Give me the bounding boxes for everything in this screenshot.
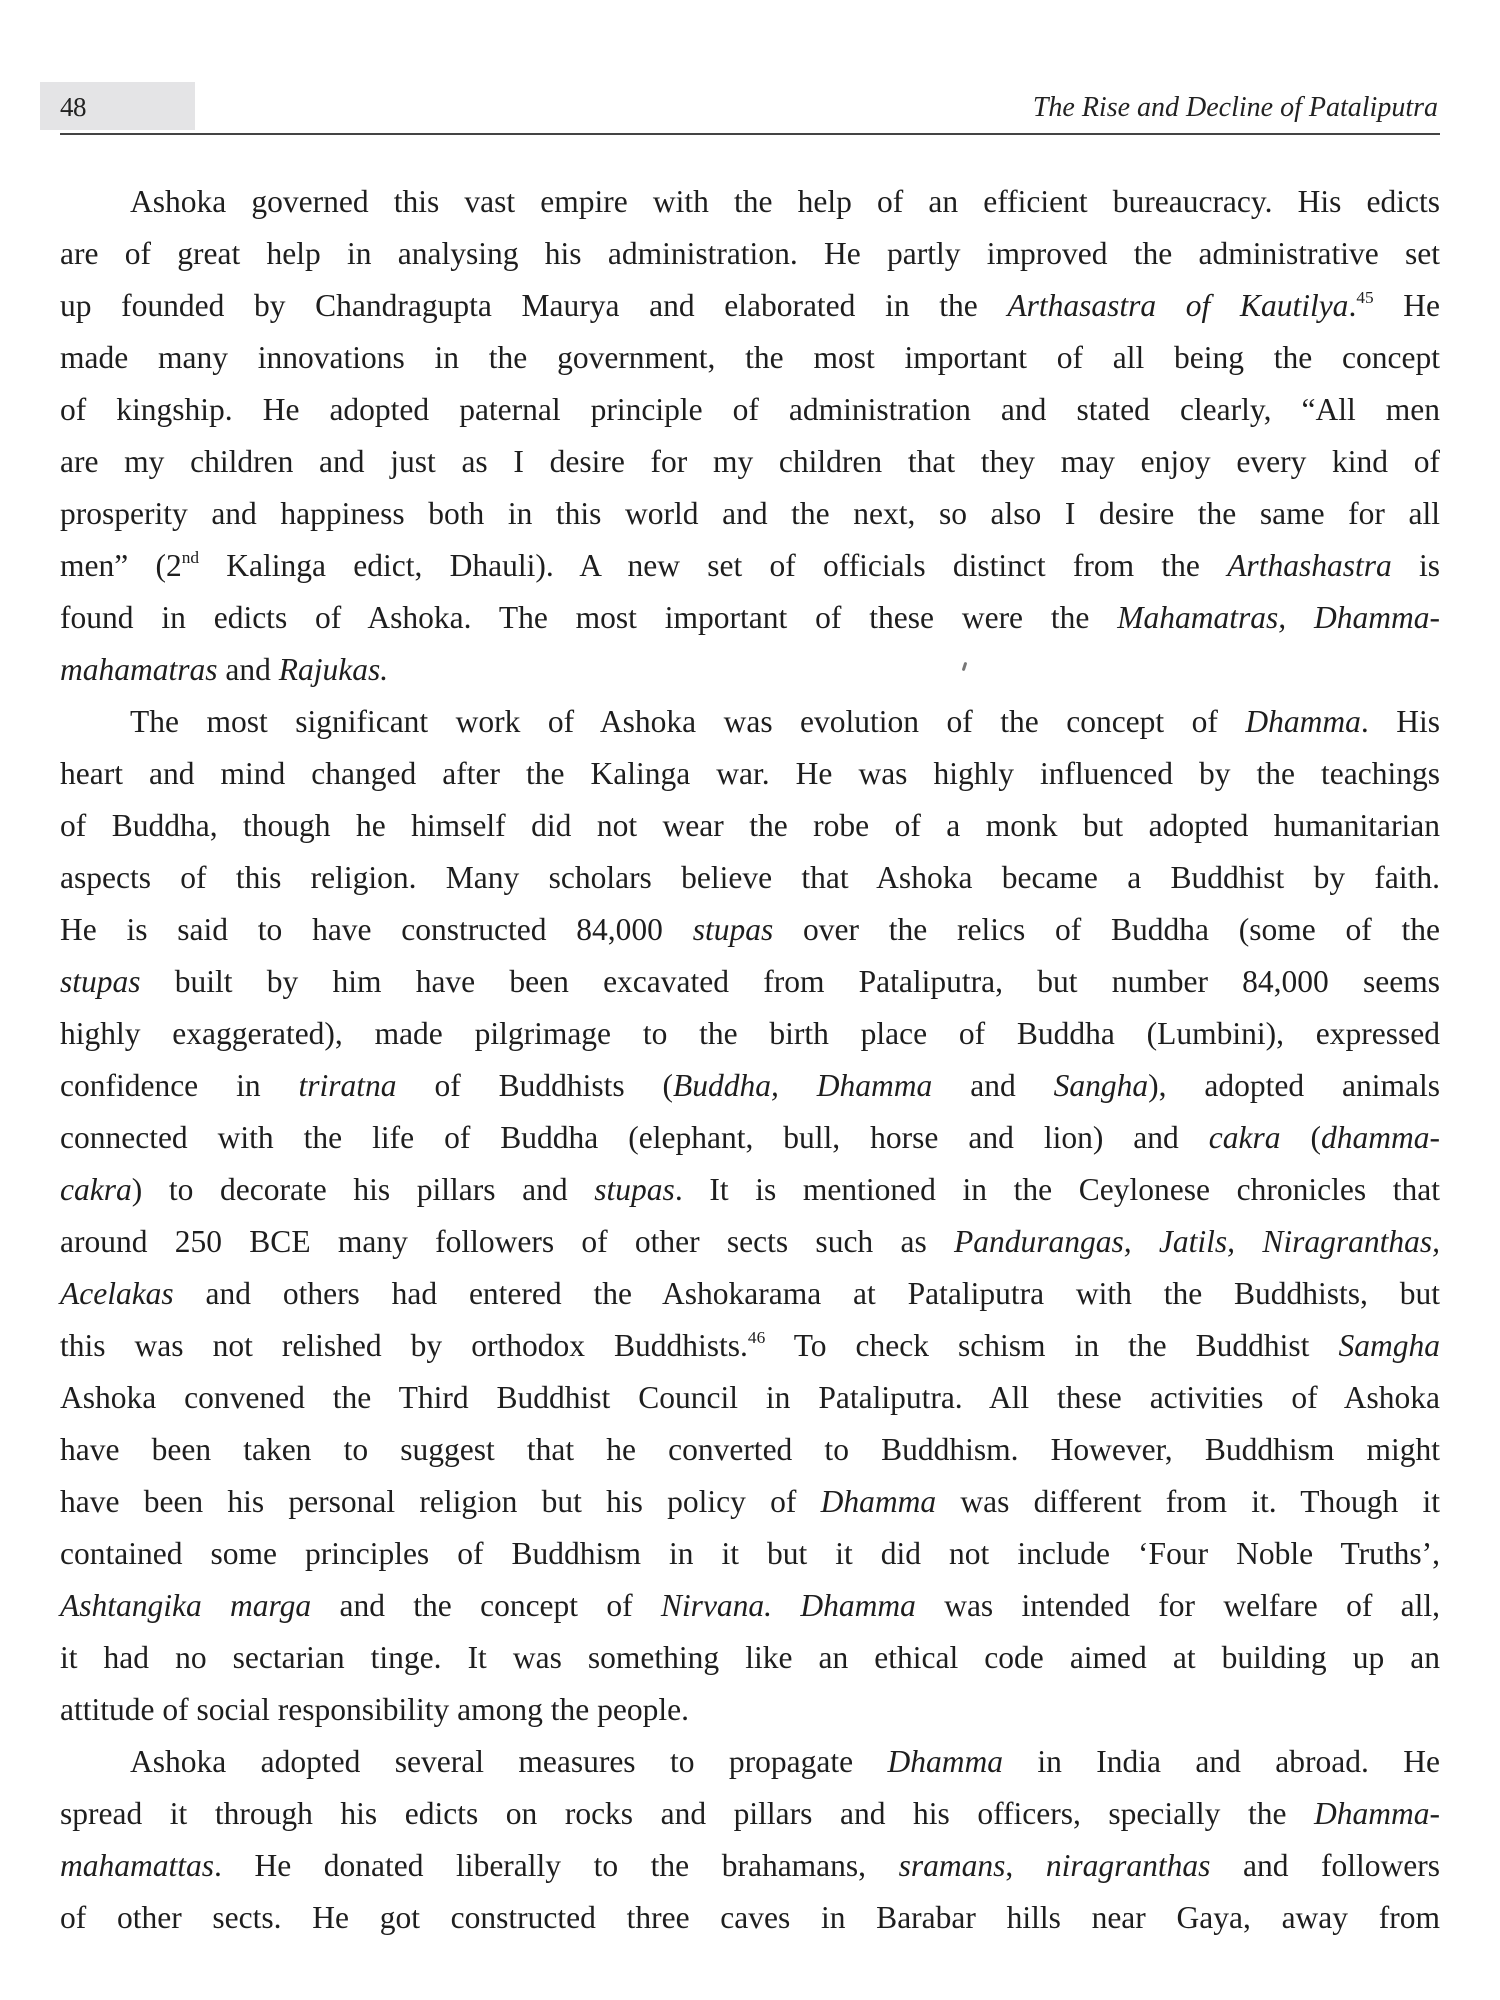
text-line xyxy=(60,1840,1440,1892)
running-title: The Rise and Decline of Pataliputra xyxy=(1032,92,1438,123)
text-run: The most significant work of Ashoka was evolution of the concept of xyxy=(130,704,1246,739)
text-line xyxy=(60,800,1440,852)
italic-term: Mahamatras, Dhamma- xyxy=(1117,600,1440,635)
text-line xyxy=(60,1684,1440,1736)
italic-term: Rajukas. xyxy=(278,652,389,687)
text-line xyxy=(60,592,1440,644)
text-run: aspects of this religion. Many scholars believe that Ashoka became a Buddhist by faith. xyxy=(60,860,1440,895)
text-line xyxy=(60,1580,1440,1632)
text-run: and xyxy=(217,652,279,687)
italic-term: niragranthas xyxy=(1045,1848,1211,1883)
italic-term: stupas xyxy=(594,1172,675,1207)
text-run: men” (2 xyxy=(60,548,182,583)
text-run: highly exaggerated), made pilgrimage to the birth place of Buddha (Lumbini), expressed xyxy=(60,1016,1440,1051)
italic-term: Dhamma xyxy=(1245,704,1361,739)
text-run: ), adopted animals xyxy=(1148,1068,1441,1103)
footnote-ref: 45 xyxy=(1356,288,1374,308)
text-run: contained some principles of Buddhism in it but it did not include ‘Four Noble Truths’, xyxy=(60,1536,1440,1571)
body-text xyxy=(60,176,1440,1944)
text-line xyxy=(60,488,1440,540)
text-run: attitude of social responsibility among the people. xyxy=(60,1692,689,1727)
text-run: this was not relished by orthodox Buddhists. xyxy=(60,1328,748,1363)
text-line xyxy=(60,280,1440,332)
text-run: ( xyxy=(1280,1120,1321,1155)
text-line xyxy=(60,176,1440,228)
text-line xyxy=(60,540,1440,592)
text-run: confidence in xyxy=(60,1068,299,1103)
text-run: of Buddha, though he himself did not wear the robe of a monk but adopted humanitarian xyxy=(60,808,1440,843)
paragraph xyxy=(60,696,1440,1736)
italic-term: Dhamma xyxy=(820,1484,937,1519)
text-run: and followers xyxy=(1210,1848,1440,1883)
text-run: is xyxy=(1391,548,1440,583)
italic-term: mahamatras xyxy=(60,652,218,687)
text-run: To check schism in the Buddhist xyxy=(765,1328,1339,1363)
text-line xyxy=(60,1112,1440,1164)
text-line xyxy=(60,748,1440,800)
text-run: built by him have been excavated from Pataliputra, but number 84,000 seems xyxy=(140,964,1440,999)
italic-term: stupas xyxy=(60,964,141,999)
text-line xyxy=(60,852,1440,904)
text-line xyxy=(60,1892,1440,1944)
text-run: of kingship. He adopted paternal principle of administration and stated clearly, “All men xyxy=(60,392,1440,427)
text-run: in India and abroad. He xyxy=(1002,1744,1440,1779)
text-run: Ashoka convened the Third Buddhist Council in Pataliputra. All these activities of Ashoka xyxy=(60,1380,1440,1415)
text-line xyxy=(60,1788,1440,1840)
text-line xyxy=(60,332,1440,384)
italic-term: Acelakas xyxy=(60,1276,174,1311)
italic-term: mahamattas xyxy=(60,1848,215,1883)
italic-term: Arthasastra of Kautilya xyxy=(1007,288,1349,323)
italic-term: cakra xyxy=(1208,1120,1281,1155)
italic-term: sramans xyxy=(898,1848,1006,1883)
text-run: of Buddhists ( xyxy=(396,1068,674,1103)
italic-term: Dhamma xyxy=(887,1744,1003,1779)
italic-term: Samgha xyxy=(1338,1328,1440,1363)
text-run: of other sects. He got constructed three caves in Barabar hills near Gaya, away from xyxy=(60,1900,1440,1935)
italic-term: Buddha, Dhamma xyxy=(673,1068,933,1103)
text-line xyxy=(60,1424,1440,1476)
text-run: over the relics of Buddha (some of the xyxy=(773,912,1441,947)
text-line xyxy=(60,1320,1440,1372)
text-run: it had no sectarian tinge. It was something like an ethical code aimed at building up an xyxy=(60,1640,1440,1675)
italic-term: stupas xyxy=(692,912,774,947)
text-run: and xyxy=(932,1068,1054,1103)
italic-term: triratna xyxy=(298,1068,397,1103)
text-run: ) to decorate his pillars and xyxy=(131,1172,595,1207)
text-run: prosperity and happiness both in this world and the next, so also I desire the same for all xyxy=(60,496,1440,531)
text-line xyxy=(60,1528,1440,1580)
italic-term: Ashtangika marga xyxy=(60,1588,312,1623)
text-run: He is said to have constructed 84,000 xyxy=(60,912,693,947)
text-run: . He donated liberally to the brahamans, xyxy=(214,1848,899,1883)
text-run: have been his personal religion but his policy of xyxy=(60,1484,821,1519)
italic-term: Nirvana. Dhamma xyxy=(660,1588,916,1623)
text-run: connected with the life of Buddha (elephant, bull, horse and lion) and xyxy=(60,1120,1209,1155)
paragraph xyxy=(60,176,1440,696)
header-rule xyxy=(60,133,1440,135)
text-line xyxy=(60,1216,1440,1268)
text-line xyxy=(60,904,1440,956)
footnote-ref: nd xyxy=(181,548,200,568)
text-run: up founded by Chandragupta Maurya and elaborated in the xyxy=(60,288,1008,323)
text-run: was intended for welfare of all, xyxy=(915,1588,1441,1623)
text-line xyxy=(60,1632,1440,1684)
text-run: and the concept of xyxy=(311,1588,661,1623)
text-line xyxy=(60,436,1440,488)
italic-term: cakra xyxy=(60,1172,132,1207)
text-run: Ashoka adopted several measures to propagate xyxy=(130,1744,888,1779)
text-run: found in edicts of Ashoka. The most important of these were the xyxy=(60,600,1118,635)
text-run: spread it through his edicts on rocks and pillars and his officers, specially the xyxy=(60,1796,1314,1831)
text-run: He xyxy=(1373,288,1441,323)
text-run: are of great help in analysing his administration. He partly improved the administrative set xyxy=(60,236,1440,271)
text-run: was different from it. Though it xyxy=(936,1484,1440,1519)
text-line xyxy=(60,956,1440,1008)
text-run: . It is mentioned in the Ceylonese chronicles that xyxy=(674,1172,1440,1207)
text-run: have been taken to suggest that he converted to Buddhism. However, Buddhism might xyxy=(60,1432,1440,1467)
italic-term: Pandurangas, Jatils, Niragranthas, xyxy=(954,1224,1440,1259)
text-line xyxy=(60,228,1440,280)
text-line xyxy=(60,1164,1440,1216)
text-run: around 250 BCE many followers of other sects such as xyxy=(60,1224,954,1259)
italic-term: Sangha xyxy=(1053,1068,1149,1103)
text-run: made many innovations in the government, the most important of all being the concept xyxy=(60,340,1440,375)
text-run: heart and mind changed after the Kalinga war. He was highly influenced by the teachings xyxy=(60,756,1440,791)
text-run: Kalinga edict, Dhauli). A new set of officials distinct from the xyxy=(199,548,1228,583)
text-line xyxy=(60,1060,1440,1112)
page-number: 48 xyxy=(60,92,86,122)
text-line xyxy=(60,1476,1440,1528)
footnote-ref: 46 xyxy=(747,1328,766,1348)
text-line xyxy=(60,1268,1440,1320)
text-line xyxy=(60,644,1440,696)
text-run: . xyxy=(1348,288,1357,323)
text-run: , xyxy=(1005,1848,1046,1883)
text-line xyxy=(60,696,1440,748)
text-run: Ashoka governed this vast empire with the help of an efficient bureaucracy. His edicts xyxy=(130,184,1440,219)
italic-term: dhamma- xyxy=(1321,1120,1440,1155)
text-run: are my children and just as I desire for my children that they may enjoy every kind of xyxy=(60,444,1440,479)
italic-term: Arthashastra xyxy=(1227,548,1392,583)
italic-term: Dhamma- xyxy=(1314,1796,1440,1831)
paragraph xyxy=(60,1736,1440,1944)
text-line xyxy=(60,1736,1440,1788)
text-line xyxy=(60,1372,1440,1424)
text-run: . His xyxy=(1360,704,1440,739)
text-run: and others had entered the Ashokarama at Pataliputra with the Buddhists, but xyxy=(173,1276,1440,1311)
text-line xyxy=(60,384,1440,436)
text-line xyxy=(60,1008,1440,1060)
